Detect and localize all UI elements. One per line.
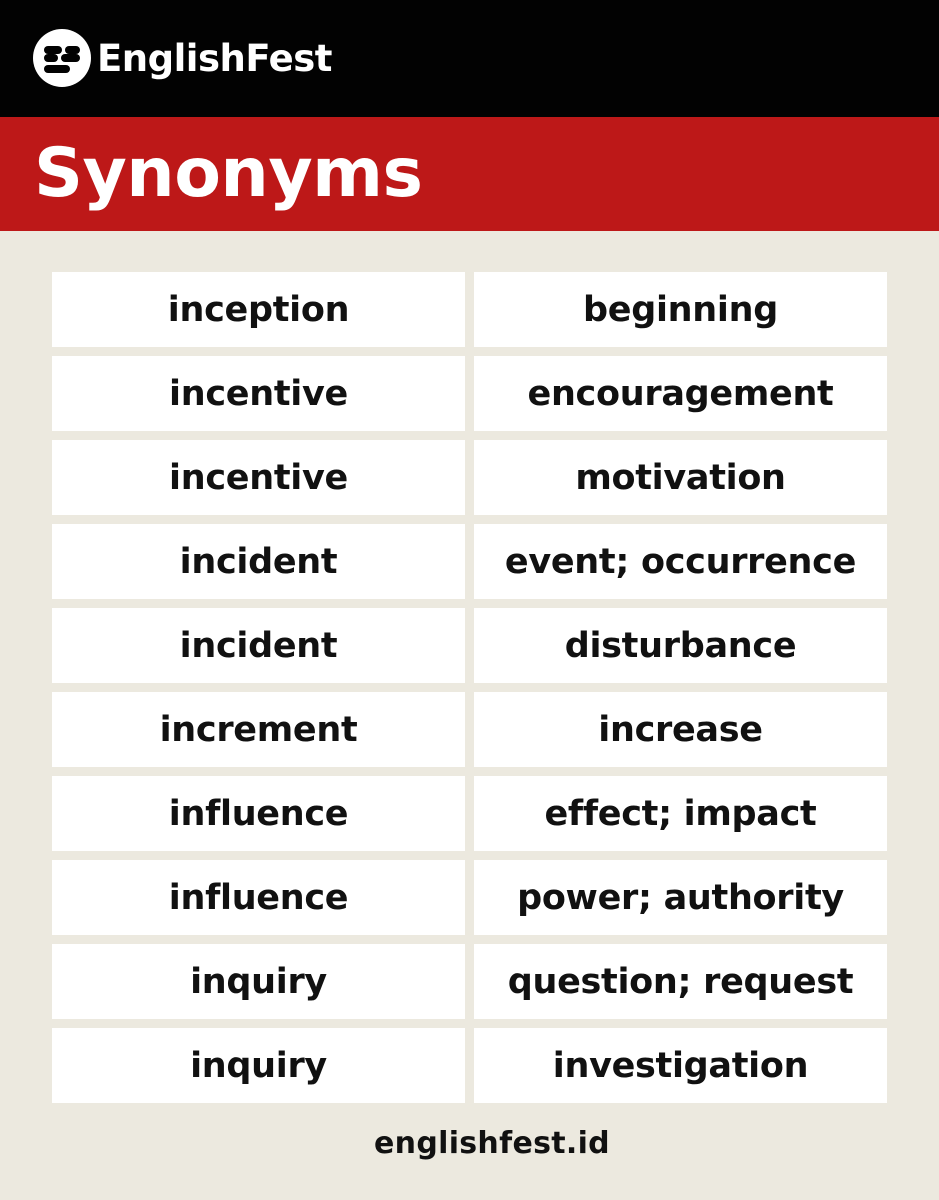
header-bar xyxy=(0,0,939,117)
word-cell: inception xyxy=(52,272,465,347)
synonym-cell: motivation xyxy=(474,440,887,515)
synonym-cell: question; request xyxy=(474,944,887,1019)
table-row xyxy=(52,860,888,935)
table-row xyxy=(52,1028,888,1103)
word-cell: increment xyxy=(52,692,465,767)
brand xyxy=(33,29,332,87)
synonym-cell: investigation xyxy=(474,1028,887,1103)
table-row xyxy=(52,944,888,1019)
synonym-table xyxy=(52,272,888,1112)
word-cell: incentive xyxy=(52,440,465,515)
synonym-cell: increase xyxy=(474,692,887,767)
table-row xyxy=(52,356,888,431)
table-row xyxy=(52,776,888,851)
synonym-cell: beginning xyxy=(474,272,887,347)
word-cell: inquiry xyxy=(52,1028,465,1103)
synonym-cell: event; occurrence xyxy=(474,524,887,599)
table-row xyxy=(52,692,888,767)
synonym-cell: power; authority xyxy=(474,860,887,935)
title-band xyxy=(0,117,939,231)
page-title: Synonyms xyxy=(34,134,423,213)
word-cell: inquiry xyxy=(52,944,465,1019)
table-row xyxy=(52,608,888,683)
word-cell: incentive xyxy=(52,356,465,431)
brand-name: EnglishFest xyxy=(97,36,332,80)
word-cell: influence xyxy=(52,860,465,935)
word-cell: incident xyxy=(52,524,465,599)
table-row xyxy=(52,440,888,515)
synonym-cell: disturbance xyxy=(474,608,887,683)
table-row xyxy=(52,524,888,599)
word-cell: incident xyxy=(52,608,465,683)
footer-website: englishfest.id xyxy=(374,1126,610,1161)
englishfest-logo-icon xyxy=(33,29,91,87)
word-cell: influence xyxy=(52,776,465,851)
synonym-cell: encouragement xyxy=(474,356,887,431)
table-row xyxy=(52,272,888,347)
synonym-cell: effect; impact xyxy=(474,776,887,851)
